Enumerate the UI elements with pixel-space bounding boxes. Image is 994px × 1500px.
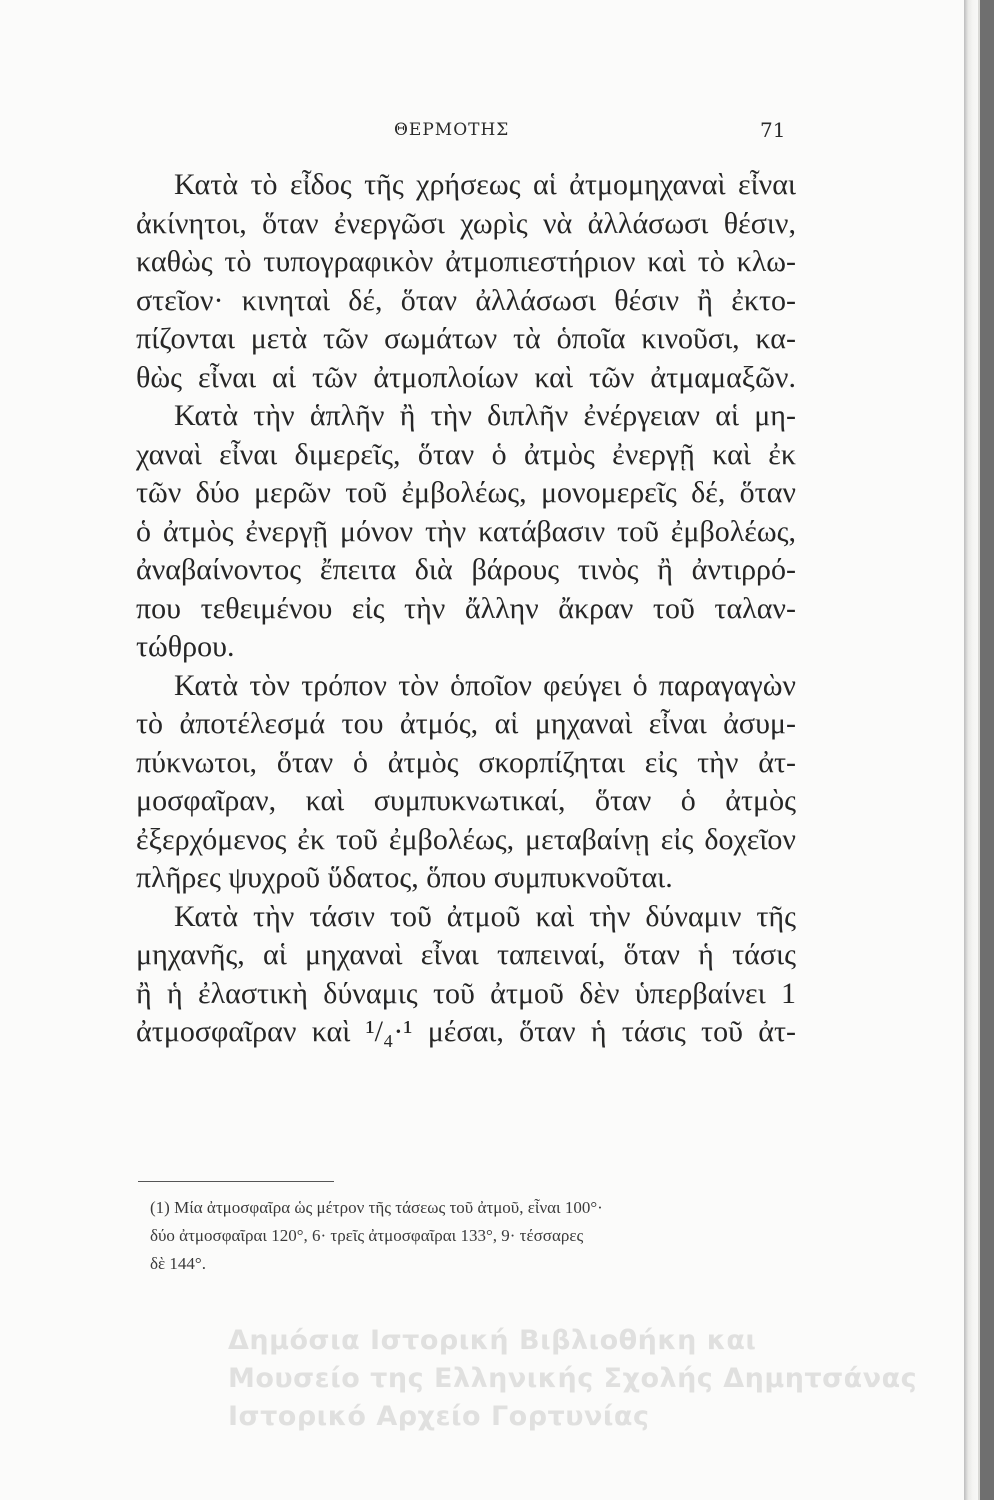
page-number: 71 xyxy=(760,118,786,142)
text-line: που τεθειμένου εἰς τὴν ἄλλην ἄκραν τοῦ ταλαν- xyxy=(136,591,796,625)
footnote-line: δύο ἀτμοσφαῖραι 120°, 6· τρεῖς ἀτμοσφαῖραι 133°, 9· τέσσαρες xyxy=(150,1226,584,1245)
text-line: ἀτμοσφαῖραν καὶ ¹/₄·¹ μέσαι, ὅταν ἡ τάσις τοῦ ἀτ- xyxy=(136,1015,796,1048)
watermark-line: Μουσείο της Ελληνικής Σχολής Δημητσάνας xyxy=(228,1363,918,1394)
text-line: ἢ ἡ ἐλαστικὴ δύναμις τοῦ ἀτμοῦ δὲν ὑπερβαίνει 1 xyxy=(136,976,796,1010)
text-line: ἐξερχόμενος ἐκ τοῦ ἐμβολέως, μεταβαίνῃ εἰς δοχεῖον xyxy=(136,822,796,856)
text-line: τώθρου. xyxy=(136,630,235,663)
text-line: πύκνωτοι, ὅταν ὁ ἀτμὸς σκορπίζηται εἰς τὴν ἀτ- xyxy=(136,745,796,779)
text-line: ὁ ἀτμὸς ἐνεργῇ μόνον τὴν κατάβασιν τοῦ ἐμβολέως, xyxy=(136,514,796,548)
text-line: μοσφαῖραν, καὶ συμπυκνωτικαί, ὅταν ὁ ἀτμὸς xyxy=(136,784,796,817)
text-line: Κατὰ τὸ εἶδος τῆς χρήσεως αἱ ἀτμομηχαναὶ εἶναι xyxy=(174,168,796,201)
text-line: θὼς εἶναι αἱ τῶν ἀτμοπλοίων καὶ τῶν ἀτμαμαξῶν. xyxy=(136,360,796,394)
text-line: καθὼς τὸ τυπογραφικὸν ἀτμοπιεστήριον καὶ τὸ κλω- xyxy=(136,245,796,278)
text-line: ἀκίνητοι, ὅταν ἐνεργῶσι χωρὶς νὰ ἀλλάσωσι θέσιν, xyxy=(136,206,796,240)
body-text xyxy=(136,166,796,1052)
text-line: πλῆρες ψυχροῦ ὕδατος, ὅπου συμπυκνοῦται. xyxy=(136,861,673,894)
page-edge-shadow xyxy=(964,0,978,1500)
footnote-line: (1) Μία ἀτμοσφαῖρα ὡς μέτρον τῆς τάσεως τοῦ ἀτμοῦ, εἶναι 100°· xyxy=(150,1198,603,1217)
text-line: πίζονται μετὰ τῶν σωμάτων τὰ ὁποῖα κινοῦσι, κα- xyxy=(136,322,796,355)
watermark-line: Δημόσια Ιστορική Βιβλιοθήκη και xyxy=(228,1325,757,1356)
text-line: στεῖον· κινηταὶ δέ, ὅταν ἀλλάσωσι θέσιν ἢ ἐκτο- xyxy=(136,283,796,317)
text-line: τὸ ἀποτέλεσμά του ἀτμός, αἱ μηχαναὶ εἶναι ἀσυμ- xyxy=(136,707,796,740)
watermark-line: Ιστορικό Αρχείο Γορτυνίας xyxy=(228,1401,650,1432)
footnote-divider xyxy=(138,1181,334,1182)
text-line: μηχανῆς, αἱ μηχαναὶ εἶναι ταπειναί, ὅταν ἡ τάσις xyxy=(136,938,796,971)
footnote xyxy=(150,1194,796,1278)
footnote-line: δὲ 144°. xyxy=(150,1254,206,1273)
library-watermark xyxy=(228,1322,917,1436)
text-line: Κατὰ τὴν ἁπλῆν ἢ τὴν διπλῆν ἐνέργειαν αἱ μη- xyxy=(174,399,796,432)
text-line: ἀναβαίνοντος ἔπειτα διὰ βάρους τινὸς ἢ ἀντιρρό- xyxy=(136,553,796,586)
text-line: Κατὰ τὸν τρόπον τὸν ὁποῖον φεύγει ὁ παραγαγὼν xyxy=(174,668,796,702)
running-header-title: ΘΕΡΜΟΤΗΣ xyxy=(394,120,510,140)
text-line: τῶν δύο μερῶν τοῦ ἐμβολέως, μονομερεῖς δέ, ὅταν xyxy=(136,476,796,509)
text-line: Κατὰ τὴν τάσιν τοῦ ἀτμοῦ καὶ τὴν δύναμιν τῆς xyxy=(174,899,796,933)
text-line: χαναὶ εἶναι διμερεῖς, ὅταν ὁ ἀτμὸς ἐνεργῇ καὶ ἐκ xyxy=(136,437,796,471)
